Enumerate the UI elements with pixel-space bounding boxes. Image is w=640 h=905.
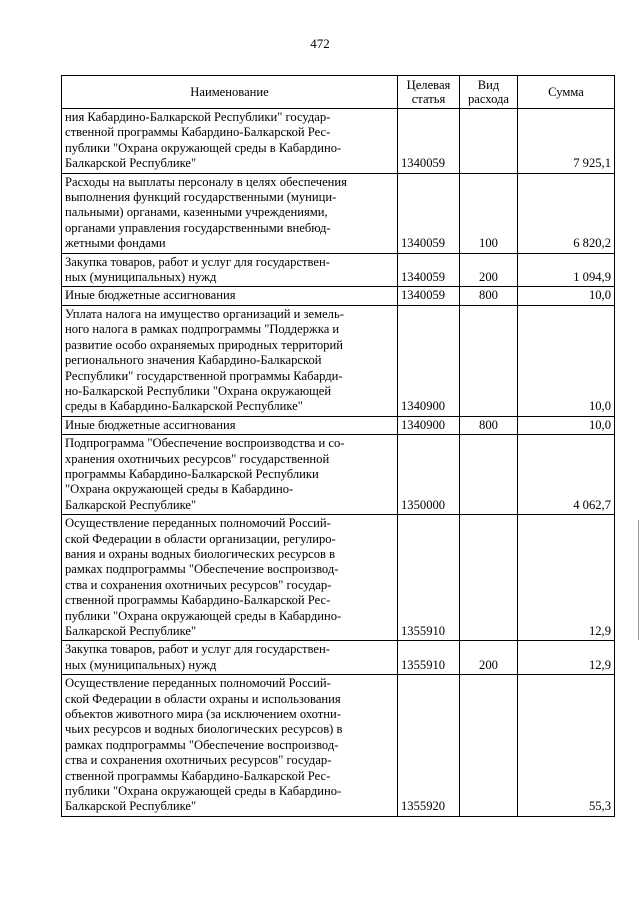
row-sum: 10,0 [518, 305, 615, 416]
table-row [62, 305, 615, 416]
page-number: 472 [310, 36, 330, 51]
row-sum: 12,9 [518, 641, 615, 675]
row-name: Осуществление переданных полномочий Россий- ской Федерации в области охраны и использования объектов животного мира (за исключением охотни- чьих ресурсов и водных биологических ресурсов) в рамках подпрограммы "Обеспечение воспроизвод- ства и сохранения охотничьих ресурсов" государ- ственной программы Кабардино-Балкарской Рес- публики "Охрана окружающей среды в Кабардино- Балкарской Республике" [62, 675, 398, 817]
row-code: 1340059 [398, 109, 460, 174]
row-code: 1355910 [398, 515, 460, 641]
row-sum: 1 094,9 [518, 253, 615, 287]
row-name: Осуществление переданных полномочий Россий- ской Федерации в области организации, регулиро- вания и охраны водных биологических ресурсов в рамках подпрограммы "Обеспечение воспроизвод- ства и сохранения охотничьих ресурсов" государ- ственной программы Кабардино-Балкарской Рес- публики "Охрана окружающей среды в Кабардино- Балкарской Республике" [62, 515, 398, 641]
row-name: Подпрограмма "Обеспечение воспроизводства и со- хранения охотничьих ресурсов" государственной программы Кабардино-Балкарской Республики "Охрана окружающей среды в Кабардино- Балкарской Республике" [62, 435, 398, 515]
row-code: 1340900 [398, 416, 460, 434]
row-name: Иные бюджетные ассигнования [62, 416, 398, 434]
row-code: 1355910 [398, 641, 460, 675]
row-name: Закупка товаров, работ и услуг для государствен- ных (муниципальных) нужд [62, 253, 398, 287]
row-sum: 7 925,1 [518, 109, 615, 174]
table-row [62, 253, 615, 287]
row-name: Иные бюджетные ассигнования [62, 287, 398, 305]
row-code: 1340900 [398, 305, 460, 416]
header-type: Вид расхода [460, 76, 518, 109]
table-row [62, 641, 615, 675]
row-type [460, 435, 518, 515]
scan-edge-line [638, 520, 639, 640]
row-code: 1350000 [398, 435, 460, 515]
row-code: 1355920 [398, 675, 460, 817]
row-type: 100 [460, 173, 518, 253]
row-name: Расходы на выплаты персоналу в целях обеспечения выполнения функций государственными (муници- пальными) органами, казенными учреждениями, органами управления государственными внебюд- жетными фондами [62, 173, 398, 253]
header-code: Целевая статья [398, 76, 460, 109]
table-row [62, 109, 615, 174]
row-name: ния Кабардино-Балкарской Республики" государ- ственной программы Кабардино-Балкарской Рес- публики "Охрана окружающей среды в Кабардино- Балкарской Республике" [62, 109, 398, 174]
row-sum: 10,0 [518, 416, 615, 434]
row-code: 1340059 [398, 287, 460, 305]
row-type: 800 [460, 416, 518, 434]
header-name: Наименование [62, 76, 398, 109]
row-sum: 12,9 [518, 515, 615, 641]
table-body [62, 109, 615, 817]
budget-table [61, 75, 615, 817]
row-sum: 55,3 [518, 675, 615, 817]
row-code: 1340059 [398, 253, 460, 287]
row-type: 200 [460, 253, 518, 287]
row-type: 200 [460, 641, 518, 675]
table-row [62, 173, 615, 253]
table-row [62, 435, 615, 515]
table-row [62, 675, 615, 817]
row-sum: 10,0 [518, 287, 615, 305]
table-row [62, 287, 615, 305]
header-sum: Сумма [518, 76, 615, 109]
row-sum: 6 820,2 [518, 173, 615, 253]
table-header [62, 76, 615, 109]
table-row [62, 416, 615, 434]
row-type [460, 305, 518, 416]
row-type: 800 [460, 287, 518, 305]
row-code: 1340059 [398, 173, 460, 253]
row-name: Закупка товаров, работ и услуг для государствен- ных (муниципальных) нужд [62, 641, 398, 675]
row-name: Уплата налога на имущество организаций и земель- ного налога в рамках подпрограммы "Поддержка и развитие особо охраняемых природных территорий регионального значения Кабардино-Балкарской Республики" государственной программы Кабарди- но-Балкарской Республики "Охрана окружающей среды в Кабардино-Балкарской Республике" [62, 305, 398, 416]
table-row [62, 515, 615, 641]
row-sum: 4 062,7 [518, 435, 615, 515]
row-type [460, 675, 518, 817]
row-type [460, 109, 518, 174]
row-type [460, 515, 518, 641]
